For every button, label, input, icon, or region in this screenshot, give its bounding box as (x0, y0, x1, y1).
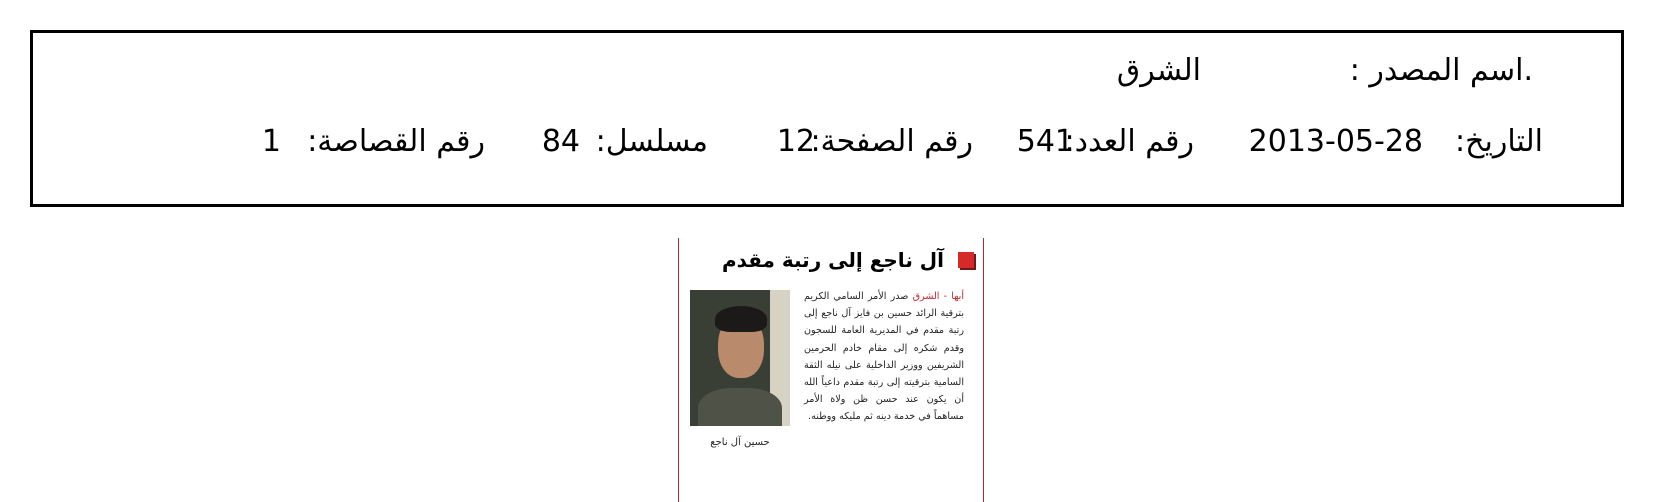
clipping-number-value: 1 (261, 124, 281, 159)
photo-caption: حسين آل ناجع (710, 437, 770, 448)
page-label: رقم الصفحة: (810, 124, 973, 159)
issue-label: رقم العدد: (1064, 124, 1194, 159)
serial-value: 84 (541, 124, 580, 159)
page-value: 12 (776, 124, 815, 159)
date-value: 2013-05-28 (1248, 124, 1423, 159)
article-text: صدر الأمر السامي الكريم بترقية الرائد حسين بن فايز آل ناجع إلى رتبة مقدم في المديرية العامة للسجون وقدم شكره إلى مقام خادم الحرمين الشريفين ووزير الداخلية على نيله الثقة السامية بترقيته إلى رتبة مقدم داعياً الله أن يكون عند حسن ظن ولاة الأمر مساهماً في خدمة دينه ثم مليكه ووطنه. (804, 291, 964, 423)
newspaper-clipping (678, 238, 984, 502)
clipping-left-rule (678, 238, 679, 502)
person-photo (690, 290, 790, 426)
serial-label: مسلسل: (595, 124, 708, 159)
clipping-right-rule (983, 238, 984, 502)
article-body (804, 288, 964, 426)
source-label: .اسم المصدر : (1349, 53, 1533, 88)
source-value: الشرق (1116, 53, 1201, 88)
red-square-icon (958, 252, 974, 268)
issue-value: 541 (1016, 124, 1074, 159)
metadata-header-box (30, 30, 1624, 207)
date-label: التاريخ: (1455, 124, 1543, 159)
article-byline: أبها - الشرق (908, 291, 964, 302)
clipping-headline: آل ناجع إلى رتبة مقدم (721, 248, 944, 272)
clipping-number-label: رقم القصاصة: (307, 124, 485, 159)
